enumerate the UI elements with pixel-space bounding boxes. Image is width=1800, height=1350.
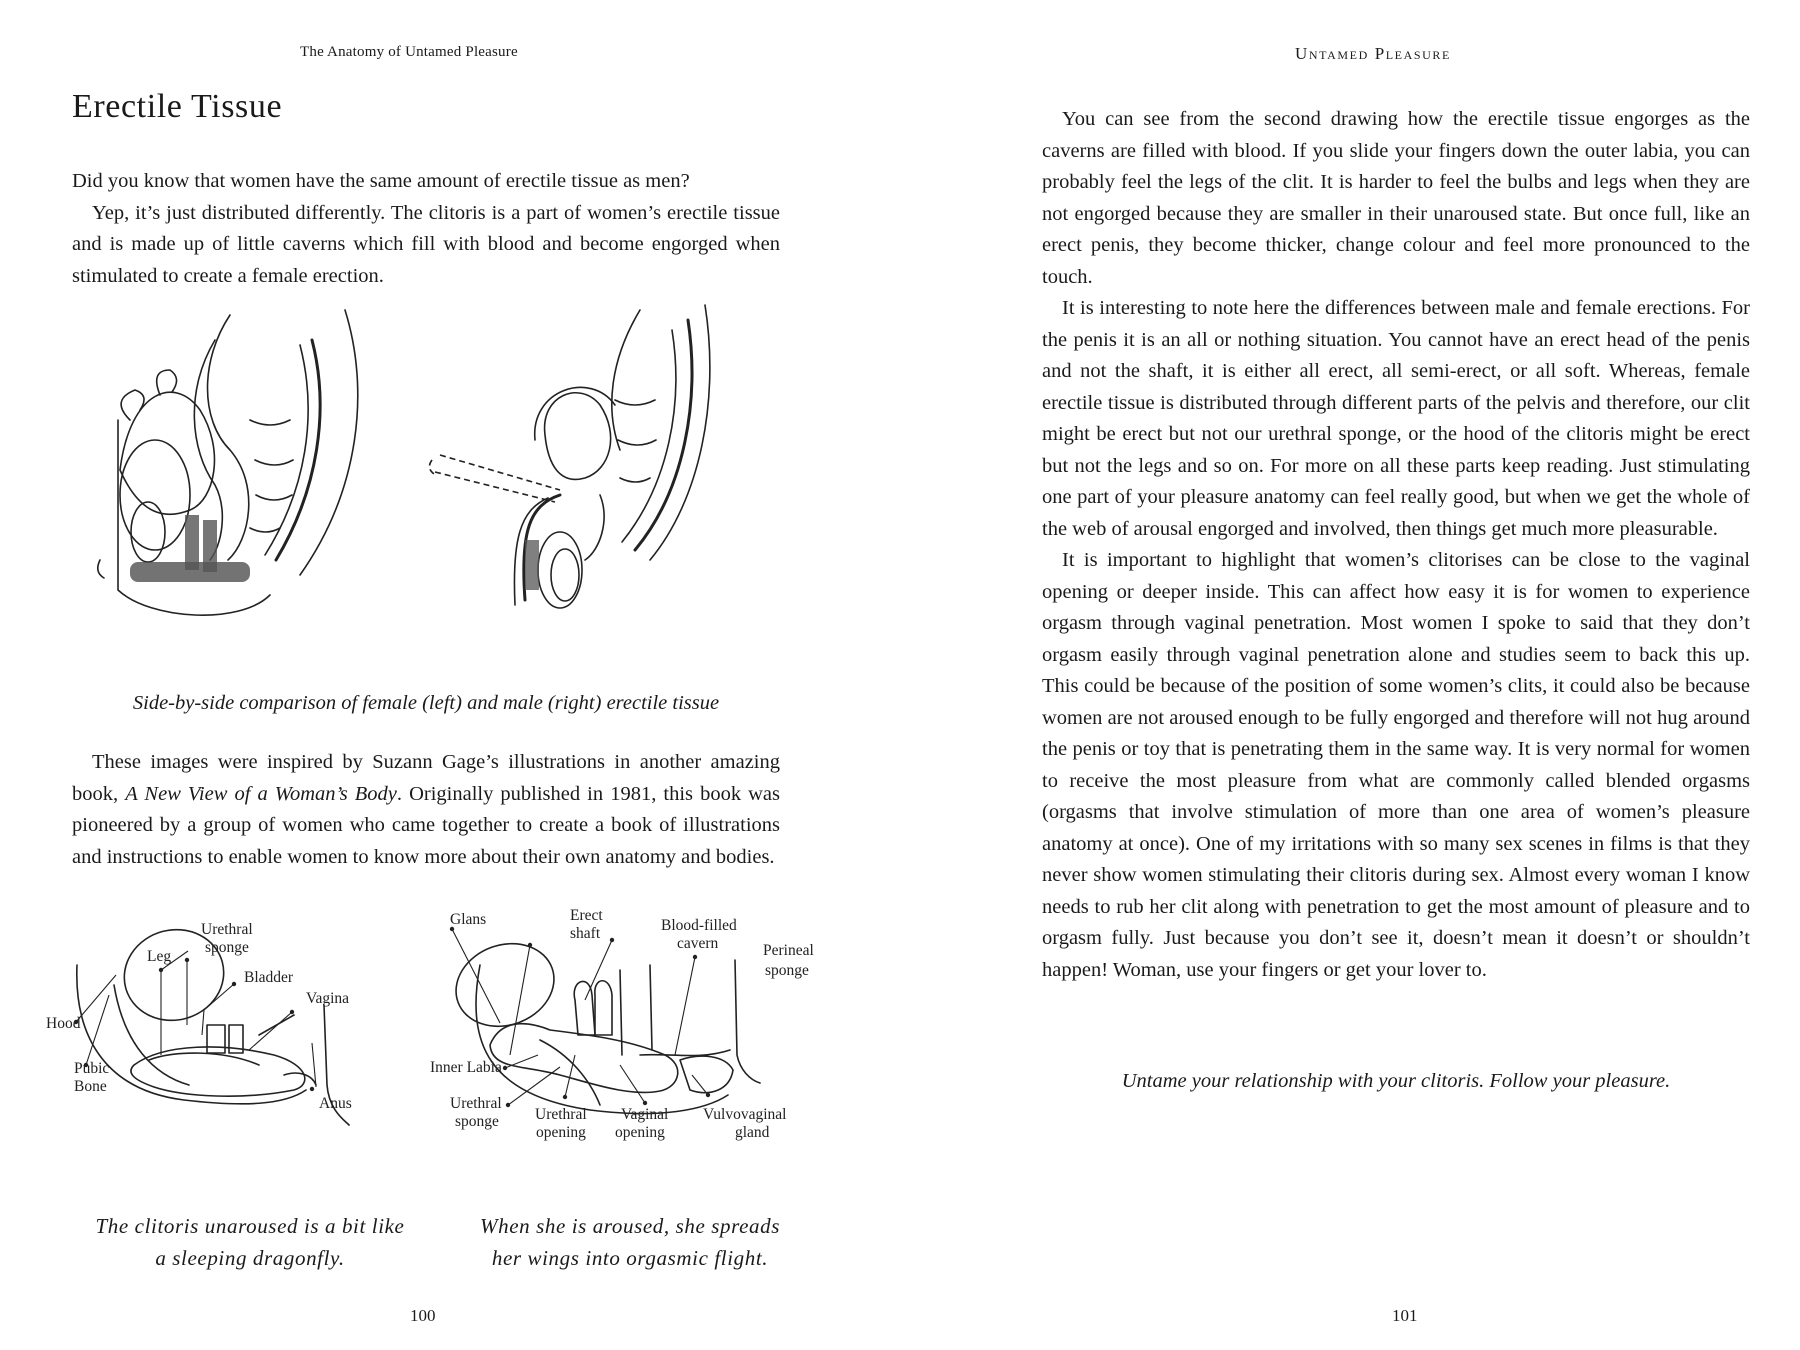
unaroused-caption-line-2: a sleeping dragonfly.	[155, 1246, 345, 1270]
label-hood: Hood	[46, 1015, 81, 1032]
aroused-clitoris-diagram	[430, 905, 830, 1195]
body-paragraph	[72, 747, 780, 873]
label-erect-shaft: Erect shaft	[570, 907, 603, 942]
label-urethral-sponge-aroused: Urethral sponge	[450, 1095, 502, 1130]
label-leg: Leg	[147, 948, 172, 965]
unaroused-clitoris-diagram	[44, 915, 424, 1195]
label-vaginal-opening: Vaginal opening	[615, 1106, 669, 1141]
label-perineal-sponge: Perineal sponge	[763, 942, 814, 979]
label-anus: Anus	[319, 1095, 352, 1112]
label-pubic-bone: Pubic Bone	[74, 1060, 110, 1095]
label-vagina: Vagina	[306, 990, 350, 1007]
unaroused-caption	[70, 1210, 430, 1274]
right-paragraph-2: It is interesting to note here the differences between male and female erections. For the penis it is an all or nothing situation. You cannot have an erect head of the penis and not the shaft, it is either all erect, all semi-erect, or all soft. Whereas, female erectile tissue is distributed through different parts of the pelvis and therefore, our clit might be erect but not our urethral sponge, or the hood of the clitoris might be erect but not the legs and so on. For more on all these parts keep reading. Just stimulating one part of your pleasure anatomy can feel really good, but when we get the whole of the web of arousal engorged and involved, then things get much more pleasurable.	[1042, 297, 1750, 540]
running-head-left: The Anatomy of Untamed Pleasure	[300, 44, 518, 60]
intro-text	[72, 166, 780, 292]
intro-paragraph-1: Did you know that women have the same amount of erectile tissue as men?	[72, 170, 690, 192]
erectile-tissue-comparison-figure	[0, 300, 900, 700]
book-title: A New View of a Woman’s Body	[125, 782, 397, 805]
body-text-end: . Originally published in 1981, this book was pioneered by a group of women who came together to create a book of illustrations and instructions to enable women to know more about their own anatomy and bodies.	[72, 782, 781, 868]
aroused-caption-line-1: When she is aroused, she spreads	[480, 1214, 780, 1238]
male-pelvis-illustration	[429, 305, 709, 608]
intro-paragraph-2: Yep, it’s just distributed differently. The clitoris is a part of women’s erectile tissue and is made up of little caverns which fill with blood and become engorged when stimulated to create a female erection.	[72, 201, 780, 287]
aroused-caption-line-2: her wings into orgasmic flight.	[491, 1246, 769, 1270]
label-urethral-opening: Urethral opening	[535, 1106, 587, 1141]
running-head-right: Untamed Pleasure	[1295, 44, 1451, 63]
section-title: Erectile Tissue	[72, 88, 283, 125]
page-number-right: 101	[1392, 1306, 1418, 1325]
label-urethral-sponge: Urethral sponge	[201, 921, 253, 956]
right-paragraph-1: You can see from the second drawing how the erectile tissue engorges as the caverns are filled with blood. If you slide your fingers down the outer labia, you can probably feel the legs of the clit. It is harder to feel the bulbs and legs when they are not engorged because they are smaller in their unaroused state. But once full, like an erect penis, they become thicker, change colour and feel more pronounced to the touch.	[1042, 108, 1750, 288]
page-number-left: 100	[410, 1306, 436, 1325]
female-pelvis-illustration	[98, 310, 358, 615]
body-text-start: These images were inspired by Suzann Gage’s illustrations in another amazing book,	[72, 751, 780, 805]
aroused-caption	[445, 1210, 815, 1274]
right-paragraph-3: It is important to highlight that women’s clitorises can be close to the vaginal opening or deeper inside. This can affect how easy it is for women to experience orgasm through vaginal penetration. Most women I spoke to said that they don’t orgasm easily through vaginal penetration alone and studies seem to back this up. This could be because of the position of some women’s clits, it could also be because women are not aroused enough to be fully engorged and therefore will not hug around the penis or toy that is penetrating them in the same way. It is very normal for women to receive the most pleasure from what are commonly called blended orgasms (orgasms that involve stimulation of more than one area of women’s pleasure anatomy at once). One of my irritations with so many sex scenes in films is that they never show women stimulating their clitoris during sex. Almost every woman I know needs to rub her clit along with penetration to get the most amount of pleasure and to orgasm fully. Just because you don’t see it, doesn’t mean it doesn’t or shouldn’t happen! Woman, use your fingers or get your lover to.	[1042, 549, 1750, 981]
label-blood-filled-cavern: Blood-filled cavern	[661, 917, 737, 952]
suzann-gage-paragraph	[72, 747, 780, 873]
label-vulvovaginal-gland: Vulvovaginal gland	[703, 1106, 787, 1141]
label-inner-labia: Inner Labia	[430, 1059, 502, 1076]
unaroused-caption-line-1: The clitoris unaroused is a bit like	[95, 1214, 405, 1238]
closing-line: Untame your relationship with your clitoris. Follow your pleasure.	[1121, 1070, 1671, 1092]
right-page-text	[1042, 104, 1750, 986]
figure-caption-comparison: Side-by-side comparison of female (left) and male (right) erectile tissue	[132, 692, 720, 714]
label-bladder: Bladder	[244, 969, 294, 986]
label-glans: Glans	[450, 911, 487, 928]
